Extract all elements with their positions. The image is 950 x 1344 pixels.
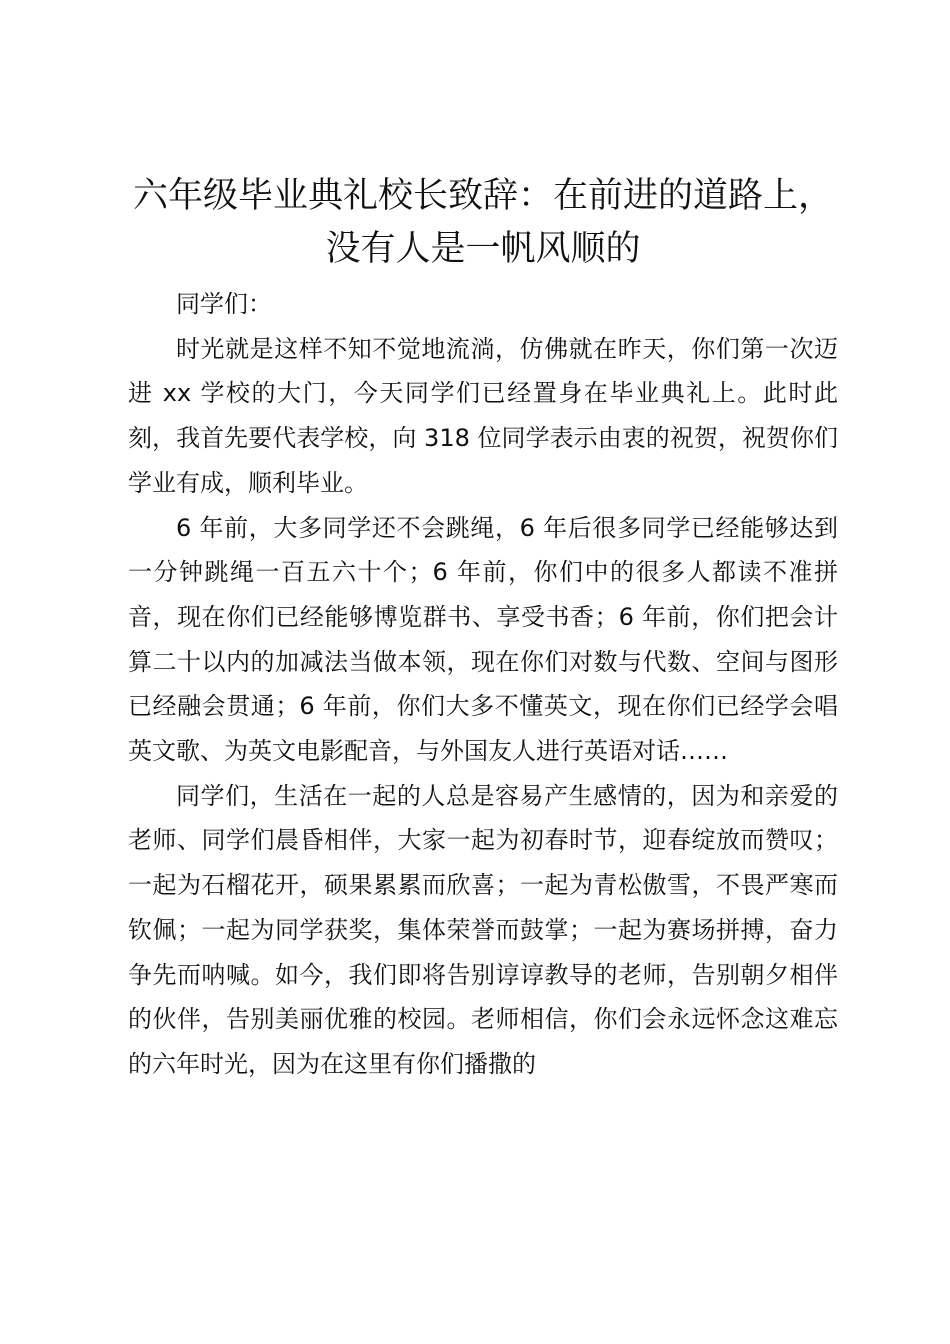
paragraph: 时光就是这样不知不觉地流淌，仿佛就在昨天，你们第一次迈进 xx 学校的大门，今天同学们已经置身在毕业典礼上。此时此刻，我首先要代表学校，向 318 位同学表示由衷的祝贺，祝贺你们学业有成，顺利毕业。: [128, 334, 838, 497]
salutation: 同学们：: [176, 290, 272, 318]
paragraph: 6 年前，大多同学还不会跳绳，6 年后很多同学已经能够达到一分钟跳绳一百五六十个；6 年前，你们中的很多人都读不准拼音，现在你们已经能够博览群书、享受书香；6 年前，你们把会计算二十以内的加减法当做本领，现在你们对数与代数、空间与图形已经融会贯通；6 年前，你们大多不懂英文，现在你们已经学会唱英文歌、为英文电影配音，与外国友人进行英语对话……: [128, 513, 838, 766]
title-line-2: 没有人是一帆风顺的: [325, 229, 641, 269]
document-page: [128, 170, 838, 1087]
document-title: [118, 170, 848, 276]
paragraph: 同学们，生活在一起的人总是容易产生感情的，因为和亲爱的老师、同学们晨昏相伴，大家一起为初春时节，迎春绽放而赞叹；一起为石榴花开，硕果累累而欣喜；一起为青松傲雪，不畏严寒而钦佩；一起为同学获奖，集体荣誉而鼓掌；一起为赛场拼搏，奋力争先而呐喊。如今，我们即将告别谆谆教导的老师，告别朝夕相伴的伙伴，告别美丽优雅的校园。老师相信，你们会永远怀念这难忘的六年时光，因为在这里有你们播撒的: [128, 781, 838, 1078]
title-line-1: 六年级毕业典礼校长致辞：在前进的道路上，: [132, 176, 833, 216]
